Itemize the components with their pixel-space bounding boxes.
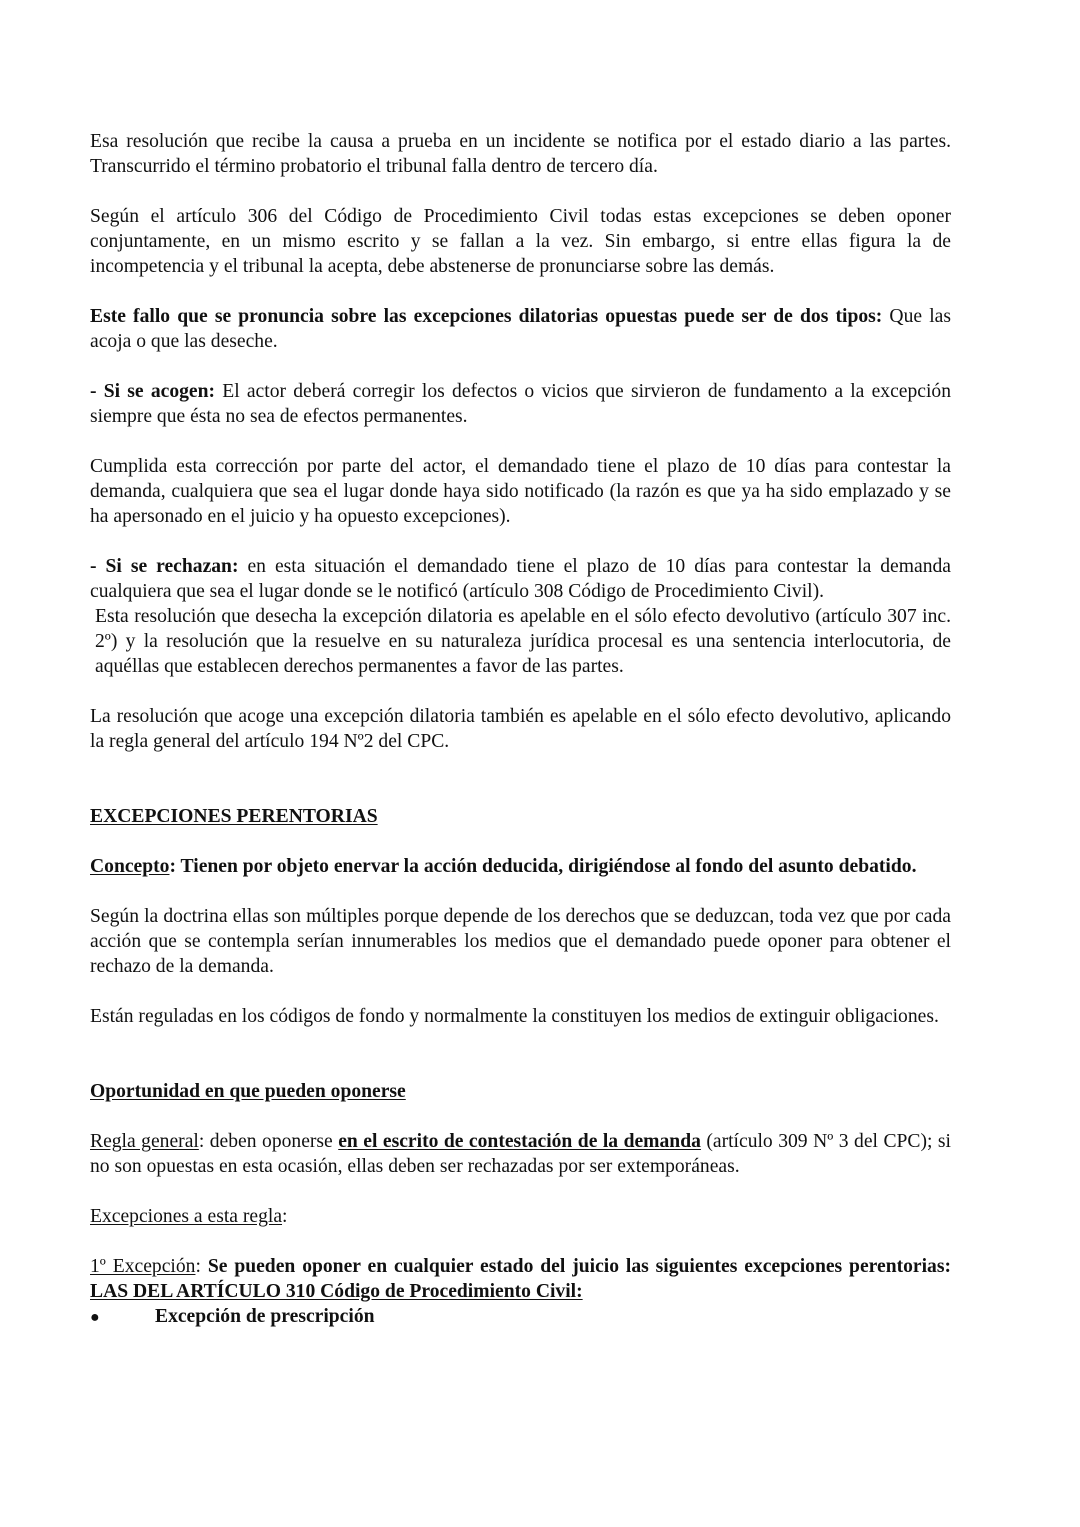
concept-text: Tienen por objeto enervar la acción deducida, dirigiéndose al fondo del asunto debatido.: [176, 856, 917, 877]
heading-opportunity: [90, 1079, 951, 1104]
list-item-text: Excepción de prescripción: [155, 1306, 375, 1327]
first-exception-label: 1º Excepción: [90, 1256, 196, 1277]
concept-label: Concepto: [90, 856, 170, 877]
paragraph-appeal-general-rule: La resolución que acoge una excepción dilatoria también es apelable en el sólo efecto devolutivo, aplicando la regla general del artículo 194 Nº2 del CPC.: [90, 706, 951, 752]
if-rejected-label: - Si se rechazan:: [90, 556, 239, 577]
heading-opportunity-text: Oportunidad en que pueden oponerse: [90, 1081, 406, 1102]
paragraph-if-accepted: [90, 379, 951, 429]
document-page: [90, 129, 951, 1330]
heading-peremptory-exceptions: [90, 804, 951, 829]
general-rule-text-1: : deben oponerse: [198, 1131, 339, 1152]
ruling-types-bold: Este fallo que se pronuncia sobre las excepciones dilatorias opuestas puede ser de dos tipos:: [90, 306, 883, 327]
if-accepted-label: - Si se acogen:: [90, 381, 216, 402]
paragraph-article-306: Según el artículo 306 del Código de Procedimiento Civil todas estas excepciones se deben oponer conjuntamente, en un mismo escrito y se fallan a la vez. Sin embargo, si entre ellas figura la de incompetencia y el tribunal la acepta, debe abstenerse de pronunciarse sobre las demás.: [90, 206, 951, 277]
paragraph-exceptions-label: [90, 1204, 951, 1229]
concept-colon: :: [169, 856, 176, 877]
if-rejected-text: en esta situación el demandado tiene el plazo de 10 días para contestar la demanda cualquiera que sea el lugar donde se le notificó (artículo 308 Código de Procedimiento Civil).: [90, 556, 951, 602]
exceptions-label: Excepciones a esta regla: [90, 1206, 283, 1227]
ruling-types-text: Que las acoja o que las deseche.: [90, 306, 951, 352]
paragraph-appeal: Esta resolución que desecha la excepción dilatoria es apelable en el sólo efecto devolutivo (artículo 307 inc. 2º) y la resolución que la resuelve en su naturaleza jurídica procesal es una sentencia interlocutoria, de aquéllas que establecen derechos permanentes a favor de las partes.: [95, 606, 951, 677]
general-rule-emphasis: en el escrito de contestación de la demanda: [338, 1131, 701, 1152]
paragraph-concept: [90, 854, 951, 879]
exceptions-colon: :: [282, 1206, 288, 1227]
paragraph-regulation: Están reguladas en los códigos de fondo y normalmente la constituyen los medios de extinguir obligaciones.: [90, 1006, 939, 1027]
general-rule-text-2: (artículo 309 Nº 3 del CPC); si no son opuestas en esta ocasión, ellas deben ser rechazadas por ser extemporáneas.: [90, 1131, 951, 1177]
if-accepted-text: El actor deberá corregir los defectos o vicios que sirvieron de fundamento a la excepción siempre que ésta no sea de efectos permanentes.: [90, 381, 951, 427]
paragraph-correction: Cumplida esta corrección por parte del actor, el demandado tiene el plazo de 10 días para contestar la demanda, cualquiera que sea el lugar donde haya sido notificado (la razón es que ya ha sido emplazado y se ha apersonado en el juicio y ha opuesto excepciones).: [90, 456, 951, 527]
paragraph-doctrine: Según la doctrina ellas son múltiples porque depende de los derechos que se deduzcan, toda vez que por cada acción que se contempla serían innumerables los medios que el demandado puede oponer para obtener el rechazo de la demanda.: [90, 906, 951, 977]
general-rule-label: Regla general: [90, 1131, 199, 1152]
bullet-icon: ●: [90, 1309, 100, 1326]
heading-peremptory-text: EXCEPCIONES PERENTORIAS: [90, 806, 378, 827]
list-item: [90, 1304, 951, 1330]
paragraph-general-rule: [90, 1129, 951, 1179]
first-exception-colon: :: [195, 1256, 201, 1277]
first-exception-emphasis: LAS DEL ARTÍCULO 310 Código de Procedimiento Civil:: [90, 1281, 583, 1302]
paragraph-first-exception: [90, 1254, 951, 1304]
paragraph-if-rejected: [90, 554, 951, 604]
first-exception-text: Se pueden oponer en cualquier estado del juicio las siguientes excepciones perentorias:: [200, 1256, 951, 1277]
paragraph-ruling-types: [90, 304, 951, 354]
paragraph-notification: Esa resolución que recibe la causa a prueba en un incidente se notifica por el estado diario a las partes. Transcurrido el término probatorio el tribunal falla dentro de tercero día.: [90, 131, 951, 177]
